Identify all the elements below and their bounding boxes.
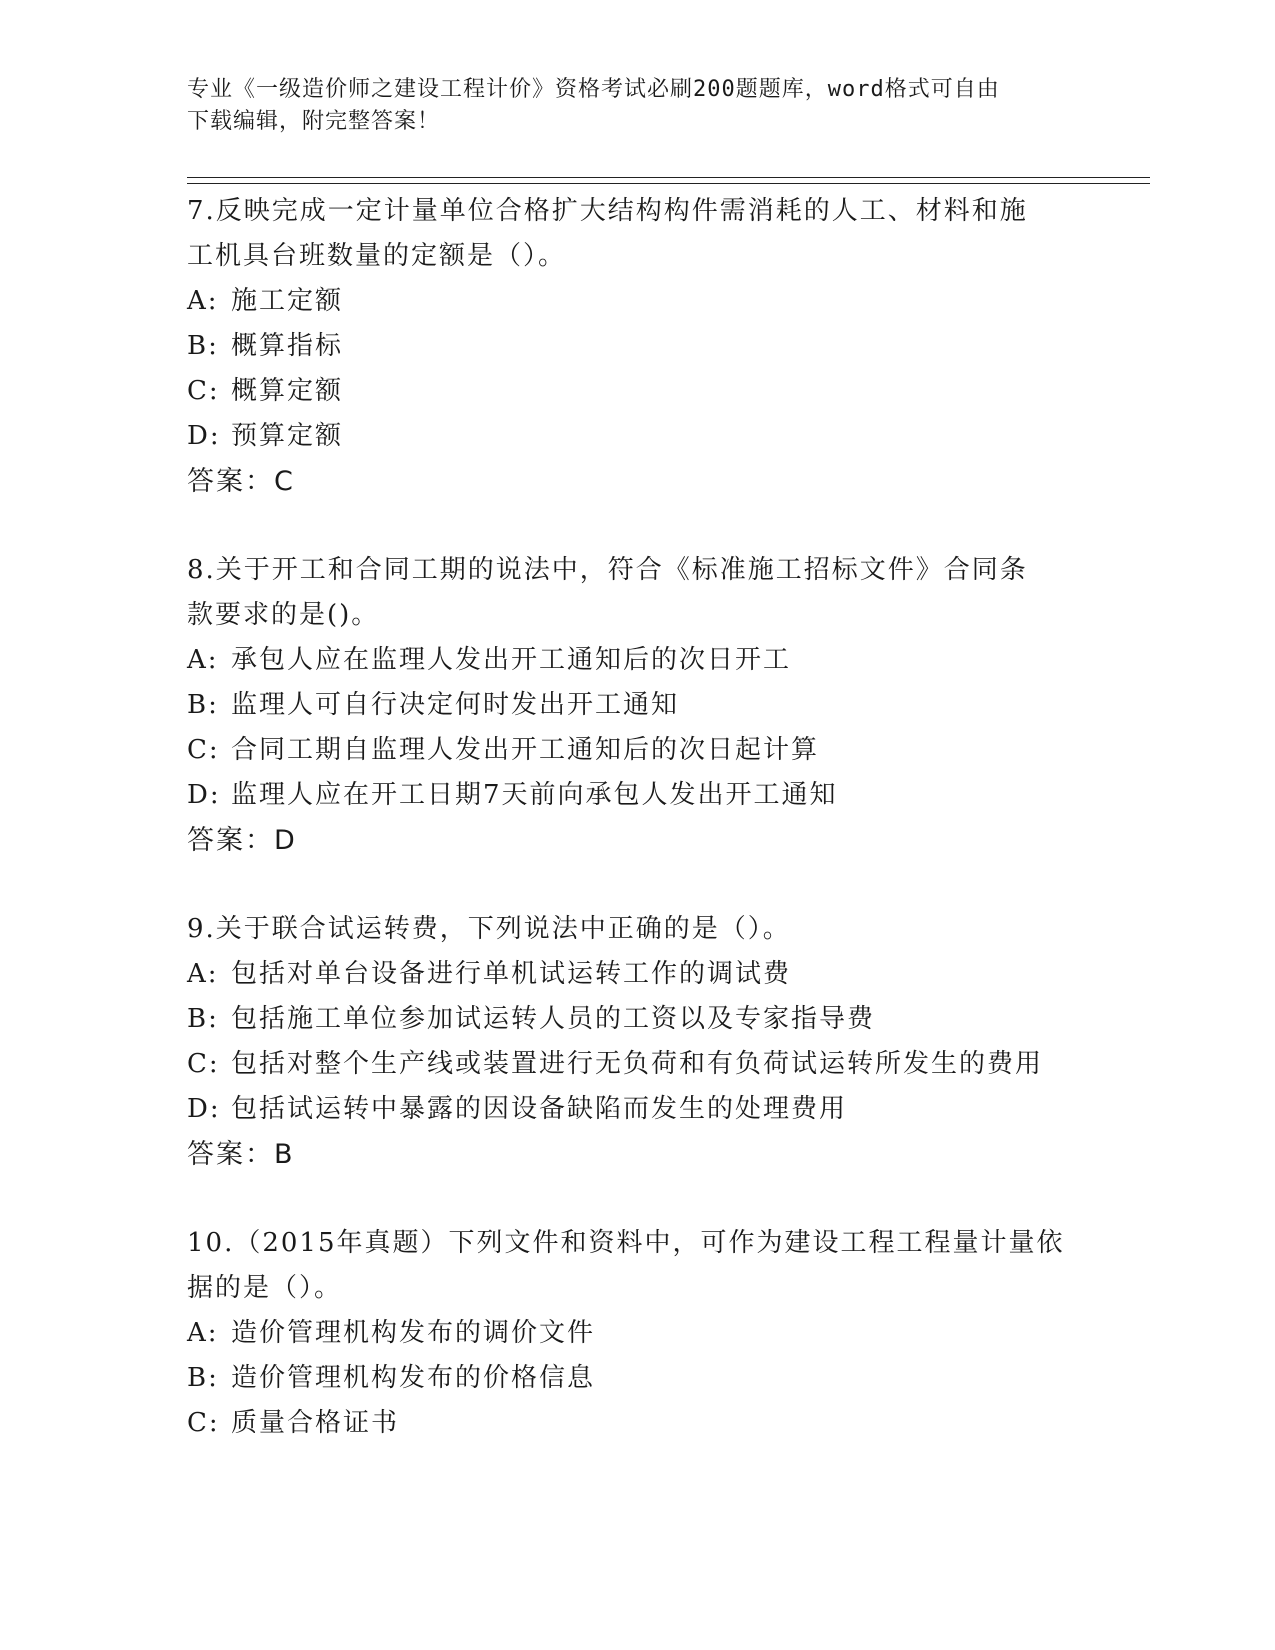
question-stem-line: 据的是（）。 xyxy=(187,1273,343,1303)
answer-key: 答案：D xyxy=(187,825,297,856)
option-text: 概算定额 xyxy=(231,376,344,406)
document-header xyxy=(187,74,1067,138)
question-stem-line: 10.（2015年真题）下列文件和资料中，可作为建设工程工程量计量依 xyxy=(187,1228,1065,1258)
option-text: 施工定额 xyxy=(231,286,344,316)
option-text: 预算定额 xyxy=(231,421,344,451)
answer-key: 答案：B xyxy=(187,1139,295,1170)
question-list xyxy=(187,189,1087,1490)
option-text: 质量合格证书 xyxy=(231,1408,400,1438)
answer-option xyxy=(187,683,1087,728)
option-letter: A: xyxy=(187,645,219,675)
answer-option xyxy=(187,369,1087,414)
option-text: 包括对整个生产线或装置进行无负荷和有负荷试运转所发生的费用 xyxy=(231,1049,1044,1079)
header-line-1: 专业《一级造价师之建设工程计价》资格考试必刷200题题库，word格式可自由 xyxy=(187,77,1000,102)
question-block xyxy=(187,548,1087,863)
option-letter: C: xyxy=(187,735,220,765)
answer-option xyxy=(187,952,1087,997)
option-text: 监理人可自行决定何时发出开工通知 xyxy=(231,690,680,720)
header-line-2: 下载编辑，附完整答案！ xyxy=(187,109,441,134)
answer-option xyxy=(187,324,1087,369)
answer-option xyxy=(187,773,1087,818)
option-text: 包括施工单位参加试运转人员的工资以及专家指导费 xyxy=(231,1004,876,1034)
question-stem-line: 7.反映完成一定计量单位合格扩大结构构件需消耗的人工、材料和施 xyxy=(187,196,1028,226)
option-text: 承包人应在监理人发出开工通知后的次日开工 xyxy=(231,645,792,675)
option-letter: B: xyxy=(187,331,219,361)
answer-option xyxy=(187,638,1087,683)
option-text: 包括试运转中暴露的因设备缺陷而发生的处理费用 xyxy=(231,1094,848,1124)
question-block xyxy=(187,907,1087,1177)
option-letter: A: xyxy=(187,286,219,316)
header-rule-bottom xyxy=(187,183,1150,184)
answer-key: 答案：C xyxy=(187,466,295,497)
question-stem-line: 款要求的是()。 xyxy=(187,600,380,630)
answer-option xyxy=(187,1042,1087,1087)
question-stem-line: 9.关于联合试运转费，下列说法中正确的是（）。 xyxy=(187,914,791,944)
option-letter: B: xyxy=(187,1004,219,1034)
option-text: 监理人应在开工日期7天前向承包人发出开工通知 xyxy=(231,780,838,810)
answer-option xyxy=(187,1087,1087,1132)
option-letter: A: xyxy=(187,1318,219,1348)
option-letter: D: xyxy=(187,1094,221,1124)
option-letter: C: xyxy=(187,376,220,406)
option-letter: C: xyxy=(187,1049,220,1079)
header-rule-top xyxy=(187,177,1150,178)
answer-option xyxy=(187,728,1087,773)
question-stem-line: 工机具台班数量的定额是（）。 xyxy=(187,241,567,271)
option-text: 合同工期自监理人发出开工通知后的次日起计算 xyxy=(231,735,820,765)
question-block xyxy=(187,1221,1087,1446)
option-letter: A: xyxy=(187,959,219,989)
option-letter: D: xyxy=(187,421,221,451)
answer-option xyxy=(187,1311,1087,1356)
option-text: 造价管理机构发布的调价文件 xyxy=(231,1318,596,1348)
option-letter: D: xyxy=(187,780,221,810)
option-letter: B: xyxy=(187,1363,219,1393)
answer-option xyxy=(187,414,1087,459)
option-letter: C: xyxy=(187,1408,220,1438)
question-block xyxy=(187,189,1087,504)
answer-option xyxy=(187,279,1087,324)
answer-option xyxy=(187,1356,1087,1401)
option-letter: B: xyxy=(187,690,219,720)
question-stem-line: 8.关于开工和合同工期的说法中，符合《标准施工招标文件》合同条 xyxy=(187,555,1028,585)
option-text: 包括对单台设备进行单机试运转工作的调试费 xyxy=(231,959,792,989)
option-text: 造价管理机构发布的价格信息 xyxy=(231,1363,596,1393)
answer-option xyxy=(187,1401,1087,1446)
answer-option xyxy=(187,997,1087,1042)
option-text: 概算指标 xyxy=(231,331,344,361)
